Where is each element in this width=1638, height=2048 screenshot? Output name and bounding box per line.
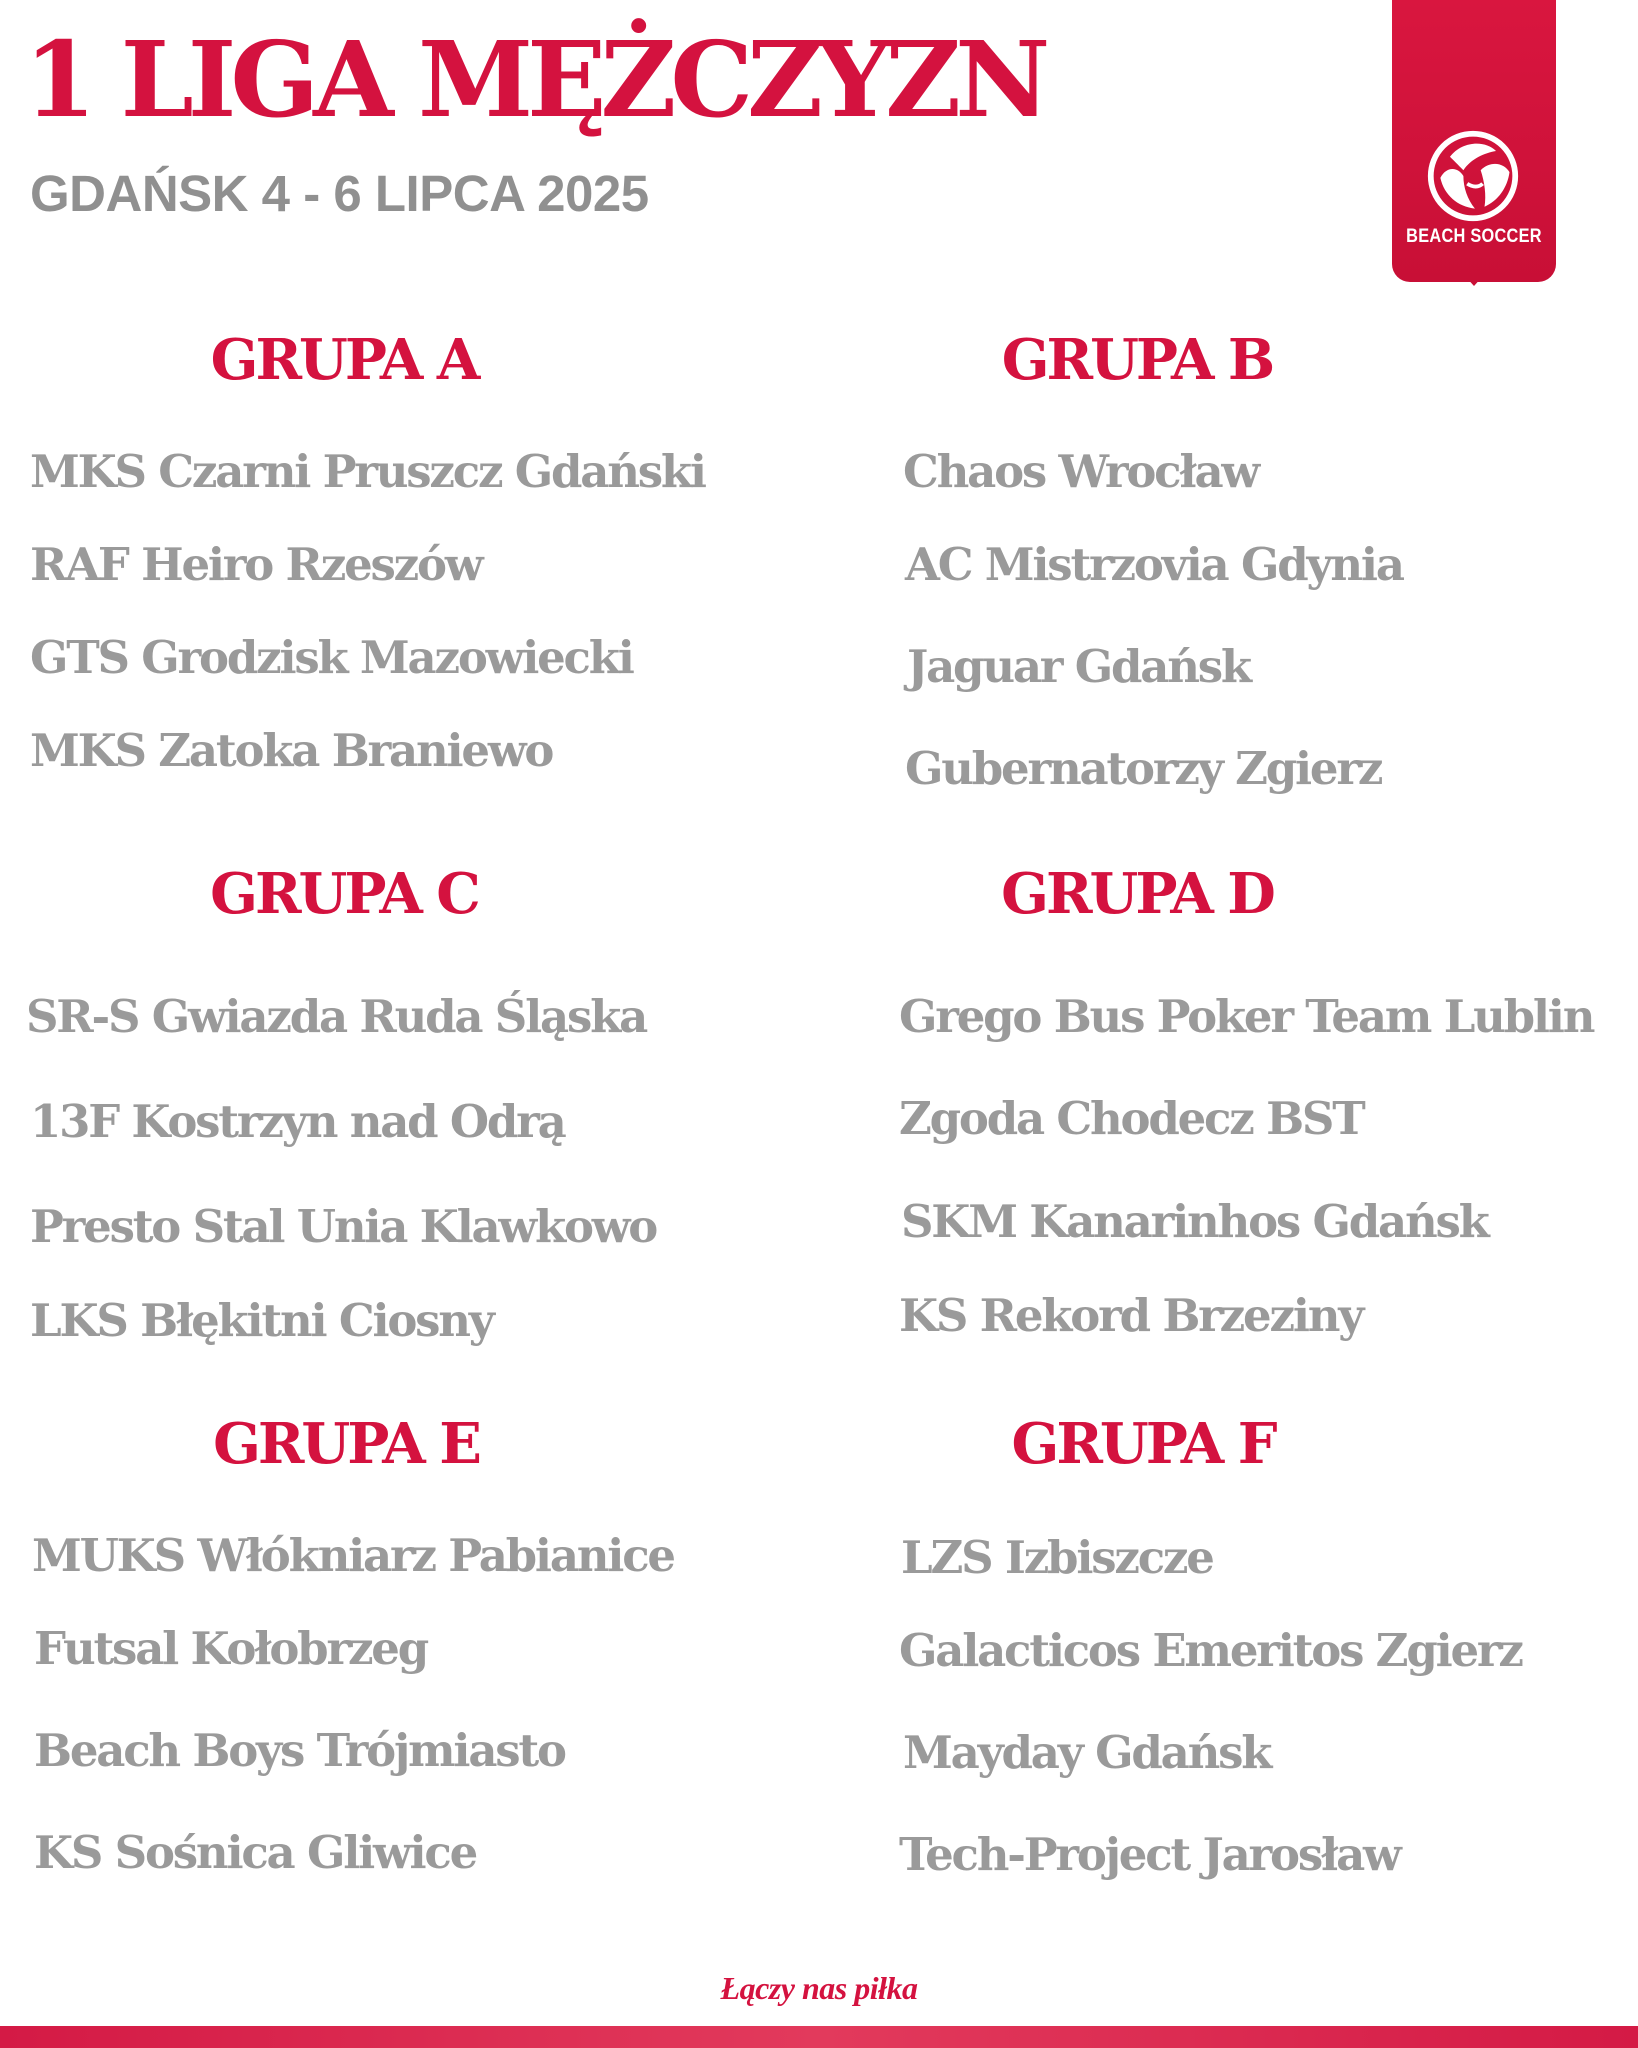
beach-soccer-ball-icon (1425, 128, 1521, 224)
group-e-team-1: MUKS Włókniarz Pabianice (32, 1529, 674, 1582)
group-c-team-1: SR-S Gwiazda Ruda Śląska (26, 990, 647, 1043)
group-e-title: GRUPA E (213, 1411, 479, 1477)
group-a-team-3: GTS Grodzisk Mazowiecki (30, 631, 633, 684)
group-d-team-3: SKM Kanarinhos Gdańsk (901, 1195, 1488, 1248)
group-a-team-4: MKS Zatoka Braniewo (30, 724, 553, 777)
event-subtitle: GDAŃSK 4 - 6 LIPCA 2025 (30, 165, 649, 222)
group-c-team-4: LKS Błękitni Ciosny (30, 1294, 493, 1347)
group-d-team-2: Zgoda Chodecz BST (899, 1092, 1364, 1145)
group-d-team-4: KS Rekord Brzeziny (899, 1289, 1363, 1342)
group-a-team-1: MKS Czarni Pruszcz Gdański (30, 445, 705, 498)
group-f-team-2: Galacticos Emeritos Zgierz (899, 1624, 1522, 1677)
group-a-team-2: RAF Heiro Rzeszów (30, 538, 482, 591)
group-b-title: GRUPA B (1001, 327, 1273, 393)
group-e-team-3: Beach Boys Trójmiasto (34, 1724, 565, 1777)
group-b-team-2: AC Mistrzovia Gdynia (905, 538, 1403, 591)
beach-soccer-label: BEACH SOCCER (1406, 226, 1542, 247)
group-f-title: GRUPA F (1011, 1411, 1275, 1477)
badge-tip (1465, 276, 1483, 286)
footer-tagline: Łączy nas piłka (720, 1970, 918, 2006)
group-c-team-3: Presto Stal Unia Klawkowo (30, 1200, 657, 1253)
group-f-team-4: Tech-Project Jarosław (899, 1828, 1400, 1881)
group-f-team-1: LZS Izbiszcze (901, 1531, 1213, 1584)
group-e-team-2: Futsal Kołobrzeg (34, 1622, 428, 1675)
group-b-team-1: Chaos Wrocław (903, 445, 1258, 498)
group-c-team-2: 13F Kostrzyn nad Odrą (30, 1095, 565, 1148)
group-e-team-4: KS Sośnica Gliwice (34, 1826, 477, 1879)
group-f-team-3: Mayday Gdańsk (903, 1726, 1271, 1779)
group-c-title: GRUPA C (210, 861, 478, 927)
group-a-title: GRUPA A (210, 327, 478, 393)
group-d-title: GRUPA D (1001, 861, 1273, 927)
bottom-accent-bar (0, 2026, 1638, 2048)
group-d-team-1: Grego Bus Poker Team Lublin (899, 990, 1594, 1043)
group-b-team-4: Gubernatorzy Zgierz (905, 742, 1382, 795)
group-b-team-3: Jaguar Gdańsk (907, 640, 1250, 693)
page-title: 1 LIGA MĘŻCZYZN (24, 18, 1045, 141)
